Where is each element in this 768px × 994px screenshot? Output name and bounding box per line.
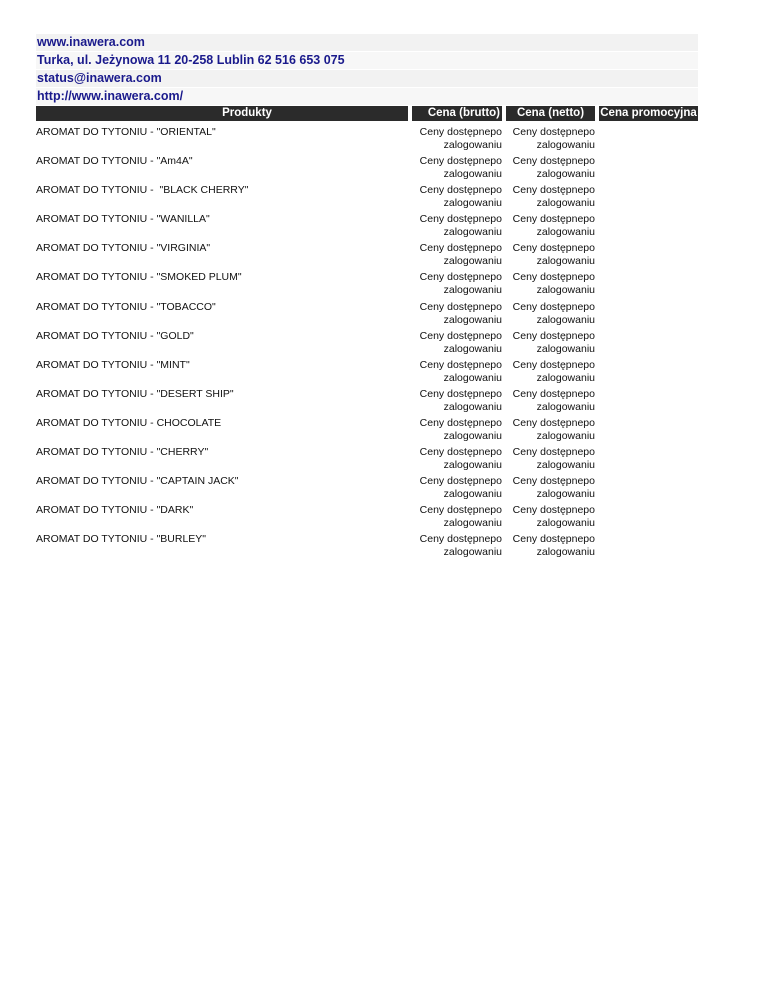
- column-header-products: Produkty: [36, 106, 408, 121]
- price-note-line2: zalogowaniu: [536, 255, 595, 268]
- price-net-cell: [506, 125, 595, 154]
- price-note-line2: zalogowaniu: [443, 255, 502, 268]
- promo-price-cell: [599, 474, 698, 503]
- price-note-line1: Ceny dostępnepo: [419, 271, 502, 284]
- table-row: [36, 503, 698, 532]
- price-note-line2: zalogowaniu: [443, 139, 502, 151]
- price-note-line1: Ceny dostępnepo: [512, 446, 595, 459]
- price-net-cell: [506, 154, 595, 183]
- price-note-line2: zalogowaniu: [536, 400, 595, 413]
- column-header-price-gross: Cena (brutto): [412, 106, 502, 121]
- promo-price-cell: [599, 270, 698, 299]
- price-note-line2: zalogowaniu: [536, 459, 595, 472]
- promo-price-cell: [599, 387, 698, 416]
- table-row: [36, 125, 698, 154]
- price-net-cell: [506, 387, 595, 416]
- price-note-line1: Ceny dostępnepo: [512, 126, 595, 138]
- product-name: AROMAT DO TYTONIU - "VIRGINIA": [36, 242, 211, 255]
- price-net-cell: [506, 212, 595, 241]
- price-note-line2: zalogowaniu: [536, 488, 595, 501]
- price-gross-cell: [412, 358, 502, 387]
- price-note-line2: zalogowaniu: [536, 342, 595, 355]
- table-row: [36, 358, 698, 387]
- price-list-document: [36, 34, 698, 561]
- price-note-line1: Ceny dostępnepo: [512, 213, 595, 226]
- price-gross-cell: [412, 329, 502, 358]
- product-name: AROMAT DO TYTONIU - CHOCOLATE: [36, 416, 222, 429]
- price-net-cell: [506, 329, 595, 358]
- price-gross-cell: [412, 154, 502, 183]
- price-note-line1: Ceny dostępnepo: [419, 533, 502, 546]
- promo-price-cell: [599, 183, 698, 212]
- product-name: AROMAT DO TYTONIU - "BLACK CHERRY": [36, 184, 249, 197]
- product-name: AROMAT DO TYTONIU - "BURLEY": [36, 533, 207, 546]
- price-net-cell: [506, 474, 595, 503]
- price-gross-cell: [412, 503, 502, 532]
- website-link[interactable]: www.inawera.com: [36, 34, 698, 51]
- homepage-link[interactable]: http://www.inawera.com/: [36, 88, 698, 105]
- product-name: AROMAT DO TYTONIU - "DESERT SHIP": [36, 387, 234, 400]
- price-note-line2: zalogowaniu: [536, 197, 595, 210]
- price-net-cell: [506, 183, 595, 212]
- price-note-line1: Ceny dostępnepo: [512, 271, 595, 284]
- price-note-line2: zalogowaniu: [443, 313, 502, 326]
- price-net-cell: [506, 416, 595, 445]
- price-note-line2: zalogowaniu: [443, 488, 502, 501]
- price-note-line2: zalogowaniu: [443, 342, 502, 355]
- table-row: [36, 445, 698, 474]
- table-row: [36, 270, 698, 299]
- price-net-cell: [506, 532, 595, 561]
- price-note-line2: zalogowaniu: [536, 168, 595, 181]
- table-row: [36, 183, 698, 212]
- table-row: [36, 474, 698, 503]
- company-header: [36, 34, 698, 105]
- table-row: [36, 212, 698, 241]
- promo-price-cell: [599, 416, 698, 445]
- price-note-line1: Ceny dostępnepo: [512, 504, 595, 517]
- price-note-line1: Ceny dostępnepo: [419, 184, 502, 197]
- price-note-line2: zalogowaniu: [536, 139, 595, 151]
- price-net-cell: [506, 503, 595, 532]
- price-note-line1: Ceny dostępnepo: [512, 533, 595, 546]
- price-note-line2: zalogowaniu: [443, 371, 502, 384]
- price-gross-cell: [412, 532, 502, 561]
- column-header-price-net: Cena (netto): [506, 106, 595, 121]
- price-net-cell: [506, 270, 595, 299]
- price-gross-cell: [412, 445, 502, 474]
- promo-price-cell: [599, 212, 698, 241]
- price-note-line1: Ceny dostępnepo: [512, 329, 595, 342]
- price-note-line1: Ceny dostępnepo: [419, 504, 502, 517]
- price-note-line1: Ceny dostępnepo: [512, 300, 595, 313]
- price-note-line1: Ceny dostępnepo: [419, 387, 502, 400]
- price-gross-cell: [412, 270, 502, 299]
- email-link[interactable]: status@inawera.com: [36, 70, 698, 87]
- price-note-line1: Ceny dostępnepo: [419, 300, 502, 313]
- price-note-line2: zalogowaniu: [443, 400, 502, 413]
- product-name: AROMAT DO TYTONIU - "WANILLA": [36, 213, 210, 226]
- product-name: AROMAT DO TYTONIU - "ORIENTAL": [36, 126, 216, 138]
- table-row: [36, 300, 698, 329]
- table-row: [36, 532, 698, 561]
- table-header: [36, 106, 698, 121]
- table-row: [36, 241, 698, 270]
- price-note-line2: zalogowaniu: [443, 226, 502, 239]
- price-note-line1: Ceny dostępnepo: [512, 358, 595, 371]
- price-note-line1: Ceny dostępnepo: [512, 416, 595, 429]
- price-note-line1: Ceny dostępnepo: [419, 446, 502, 459]
- price-note-line2: zalogowaniu: [443, 517, 502, 530]
- price-note-line1: Ceny dostępnepo: [512, 387, 595, 400]
- price-note-line2: zalogowaniu: [536, 371, 595, 384]
- product-name: AROMAT DO TYTONIU - "SMOKED PLUM": [36, 271, 242, 284]
- price-note-line2: zalogowaniu: [536, 429, 595, 442]
- price-note-line1: Ceny dostępnepo: [419, 126, 502, 138]
- price-note-line1: Ceny dostępnepo: [512, 155, 595, 168]
- price-note-line1: Ceny dostępnepo: [419, 242, 502, 255]
- price-note-line2: zalogowaniu: [536, 284, 595, 297]
- price-note-line2: zalogowaniu: [536, 517, 595, 530]
- price-note-line2: zalogowaniu: [443, 284, 502, 297]
- product-table-body: [36, 125, 698, 561]
- promo-price-cell: [599, 358, 698, 387]
- price-note-line2: zalogowaniu: [443, 429, 502, 442]
- price-gross-cell: [412, 474, 502, 503]
- price-net-cell: [506, 445, 595, 474]
- price-net-cell: [506, 241, 595, 270]
- promo-price-cell: [599, 445, 698, 474]
- product-name: AROMAT DO TYTONIU - "Am4A": [36, 155, 193, 168]
- company-address: Turka, ul. Jeżynowa 11 20-258 Lublin 62 516 653 075: [36, 52, 698, 69]
- promo-price-cell: [599, 300, 698, 329]
- price-net-cell: [506, 300, 595, 329]
- product-name: AROMAT DO TYTONIU - "CHERRY": [36, 446, 209, 459]
- promo-price-cell: [599, 154, 698, 183]
- promo-price-cell: [599, 241, 698, 270]
- price-note-line1: Ceny dostępnepo: [419, 475, 502, 488]
- price-note-line2: zalogowaniu: [536, 546, 595, 559]
- table-row: [36, 154, 698, 183]
- price-gross-cell: [412, 183, 502, 212]
- price-note-line2: zalogowaniu: [443, 168, 502, 181]
- price-note-line2: zalogowaniu: [443, 459, 502, 472]
- price-note-line1: Ceny dostępnepo: [512, 242, 595, 255]
- price-note-line1: Ceny dostępnepo: [419, 358, 502, 371]
- table-row: [36, 329, 698, 358]
- price-gross-cell: [412, 125, 502, 154]
- price-note-line1: Ceny dostępnepo: [512, 184, 595, 197]
- price-note-line2: zalogowaniu: [536, 226, 595, 239]
- promo-price-cell: [599, 125, 698, 154]
- promo-price-cell: [599, 503, 698, 532]
- promo-price-cell: [599, 532, 698, 561]
- product-name: AROMAT DO TYTONIU - "DARK": [36, 504, 194, 517]
- column-header-promo-price: Cena promocyjna: [600, 107, 697, 119]
- product-name: AROMAT DO TYTONIU - "MINT": [36, 358, 190, 371]
- price-gross-cell: [412, 241, 502, 270]
- price-gross-cell: [412, 212, 502, 241]
- product-name: AROMAT DO TYTONIU - "TOBACCO": [36, 300, 216, 313]
- promo-price-cell: [599, 329, 698, 358]
- product-name: AROMAT DO TYTONIU - "GOLD": [36, 329, 194, 342]
- price-note-line1: Ceny dostępnepo: [419, 213, 502, 226]
- table-row: [36, 416, 698, 445]
- product-name: AROMAT DO TYTONIU - "CAPTAIN JACK": [36, 475, 239, 488]
- price-gross-cell: [412, 300, 502, 329]
- price-gross-cell: [412, 416, 502, 445]
- price-note-line1: Ceny dostępnepo: [419, 155, 502, 168]
- price-net-cell: [506, 358, 595, 387]
- price-note-line2: zalogowaniu: [443, 546, 502, 559]
- price-note-line1: Ceny dostępnepo: [419, 416, 502, 429]
- price-note-line1: Ceny dostępnepo: [512, 475, 595, 488]
- price-note-line2: zalogowaniu: [536, 313, 595, 326]
- price-note-line1: Ceny dostępnepo: [419, 329, 502, 342]
- table-row: [36, 387, 698, 416]
- price-gross-cell: [412, 387, 502, 416]
- price-note-line2: zalogowaniu: [443, 197, 502, 210]
